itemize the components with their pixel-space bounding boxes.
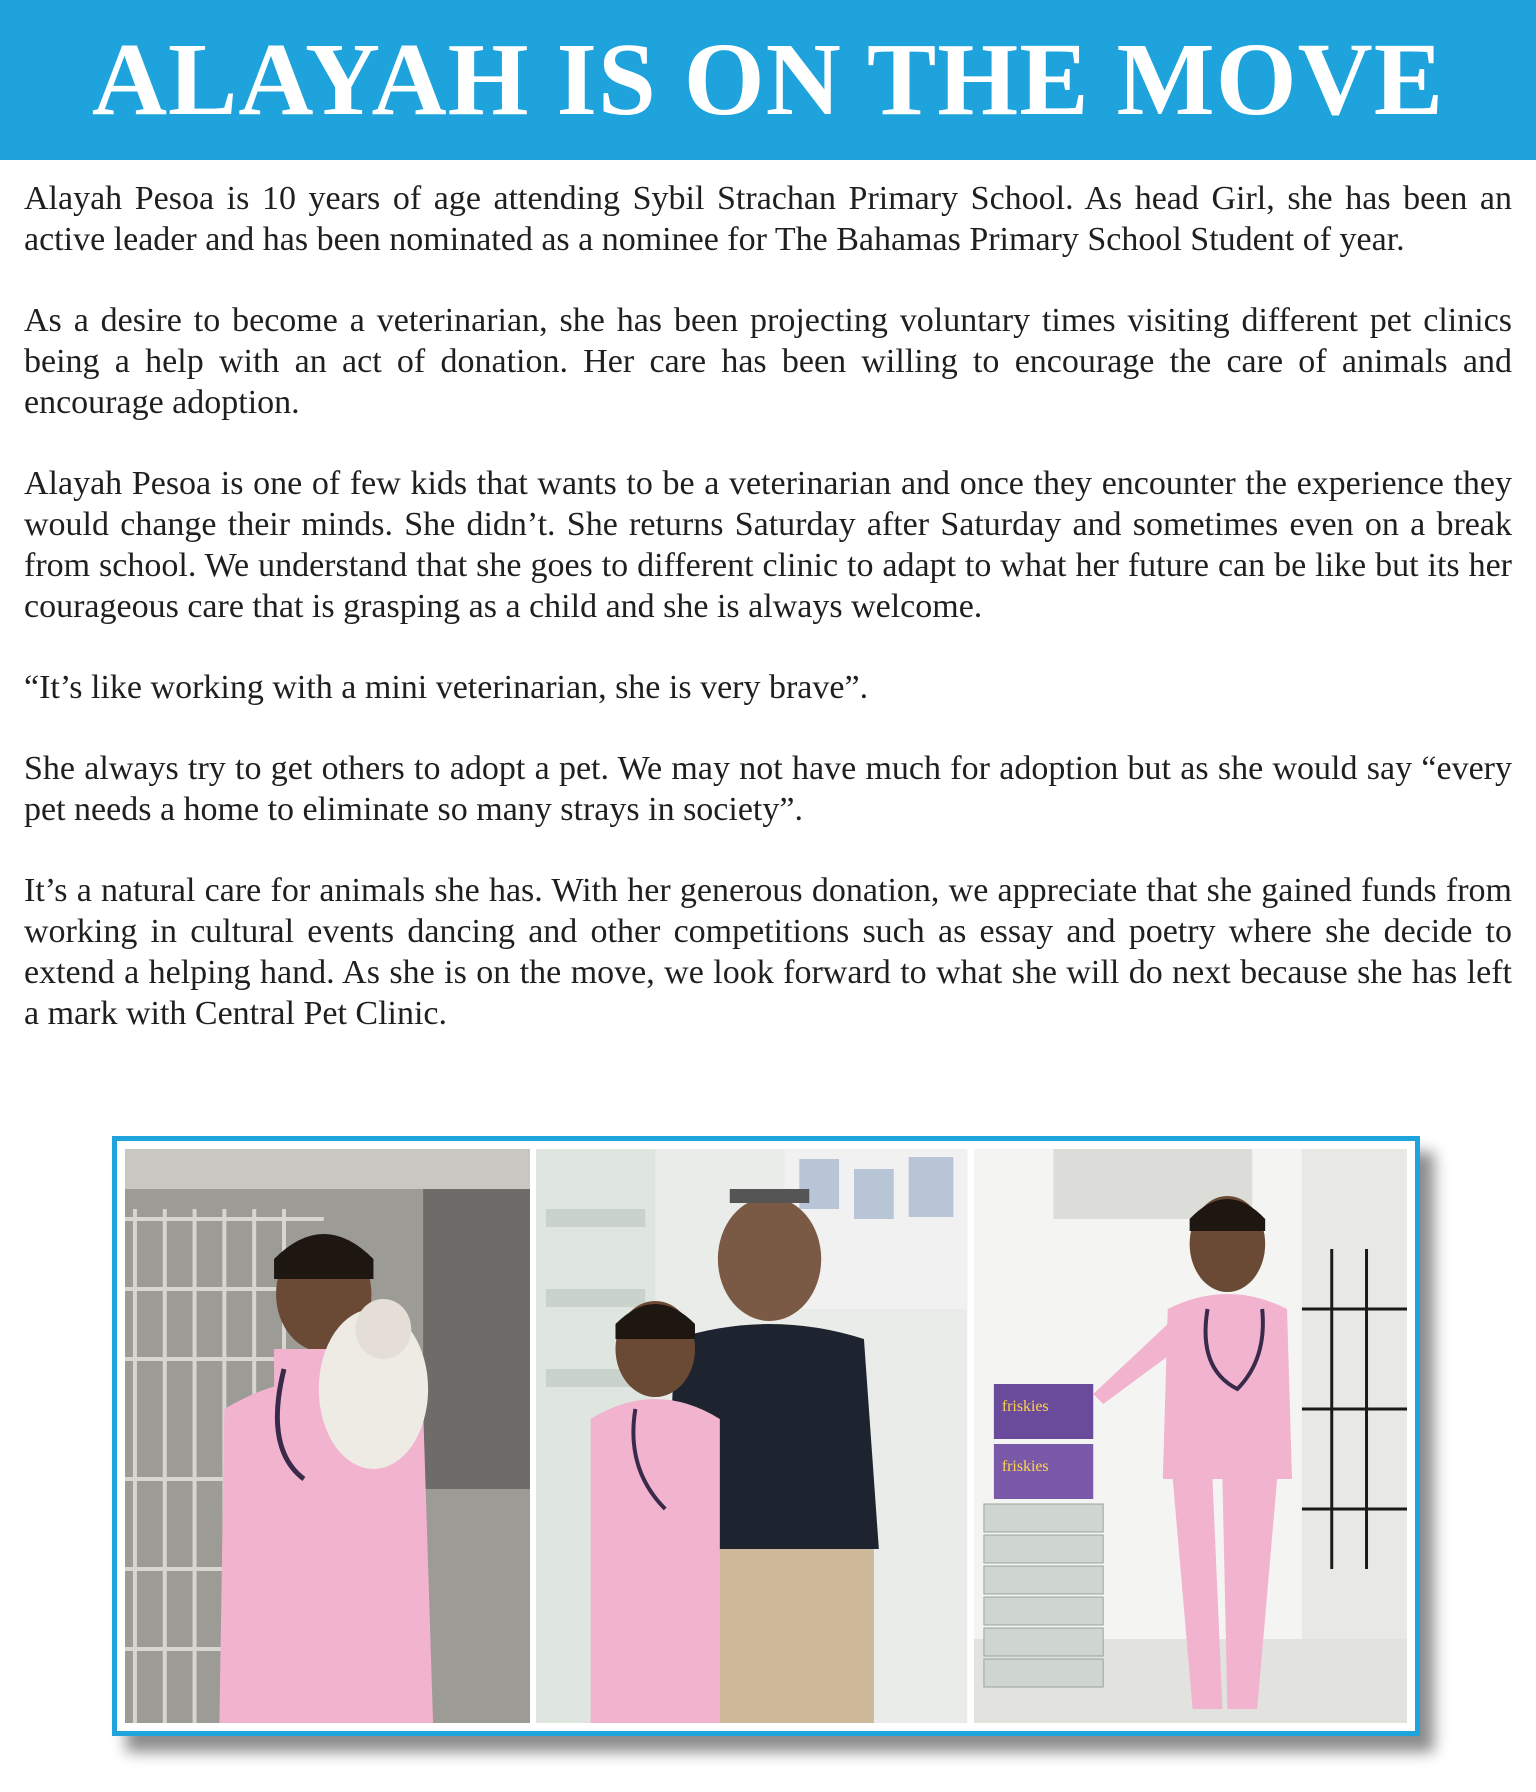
paragraph-1: Alayah Pesoa is 10 years of age attending Sybil Strachan Primary School. As head Girl, she has been an active leader and has been nominated as a nominee for The Bahamas Primary School Student of year. [24, 180, 1512, 258]
article-body [24, 178, 1512, 1074]
photo-girl-with-vet [536, 1149, 967, 1723]
headline: ALAYAH IS ON THE MOVE [91, 22, 1445, 137]
paragraph-quote: “It’s like working with a mini veterinarian, she is very brave”. [24, 669, 869, 706]
photo-collage [112, 1136, 1420, 1736]
paragraph-2: As a desire to become a veterinarian, she has been projecting voluntary times visiting different pet clinics being a help with an act of donation. Her care has been willing to encourage the care of animals and encourage adoption. [24, 302, 1512, 421]
paragraph-3: Alayah Pesoa is one of few kids that wants to be a veterinarian and once they encounter the experience they would change their minds. She didn’t. She returns Saturday after Saturday and sometimes even on a break from school. We understand that she goes to different clinic to adapt to what her future can be like but its her courageous care that is grasping as a child and she is always welcome. [24, 465, 1512, 625]
paragraph-6: It’s a natural care for animals she has. With her generous donation, we appreciate that she gained funds from working in cultural events dancing and other competitions such as essay and poetry where she decide to extend a helping hand. As she is on the move, we look forward to what she will do next because she has left a mark with Central Pet Clinic. [24, 872, 1512, 1032]
box-label-1: friskies [1001, 1397, 1049, 1416]
photo-girl-with-cat [125, 1149, 530, 1723]
photo-girl-with-vet-image [536, 1149, 967, 1723]
paragraph-5: She always try to get others to adopt a pet. We may not have much for adoption but as she would say “every pet needs a home to eliminate so many strays in society”. [24, 750, 1512, 828]
photo-girl-with-donation [974, 1149, 1407, 1723]
photo-girl-with-donation-image [974, 1149, 1407, 1723]
photo-girl-with-cat-image [125, 1149, 530, 1723]
headline-banner [0, 0, 1536, 160]
box-label-2: friskies [1001, 1457, 1049, 1476]
